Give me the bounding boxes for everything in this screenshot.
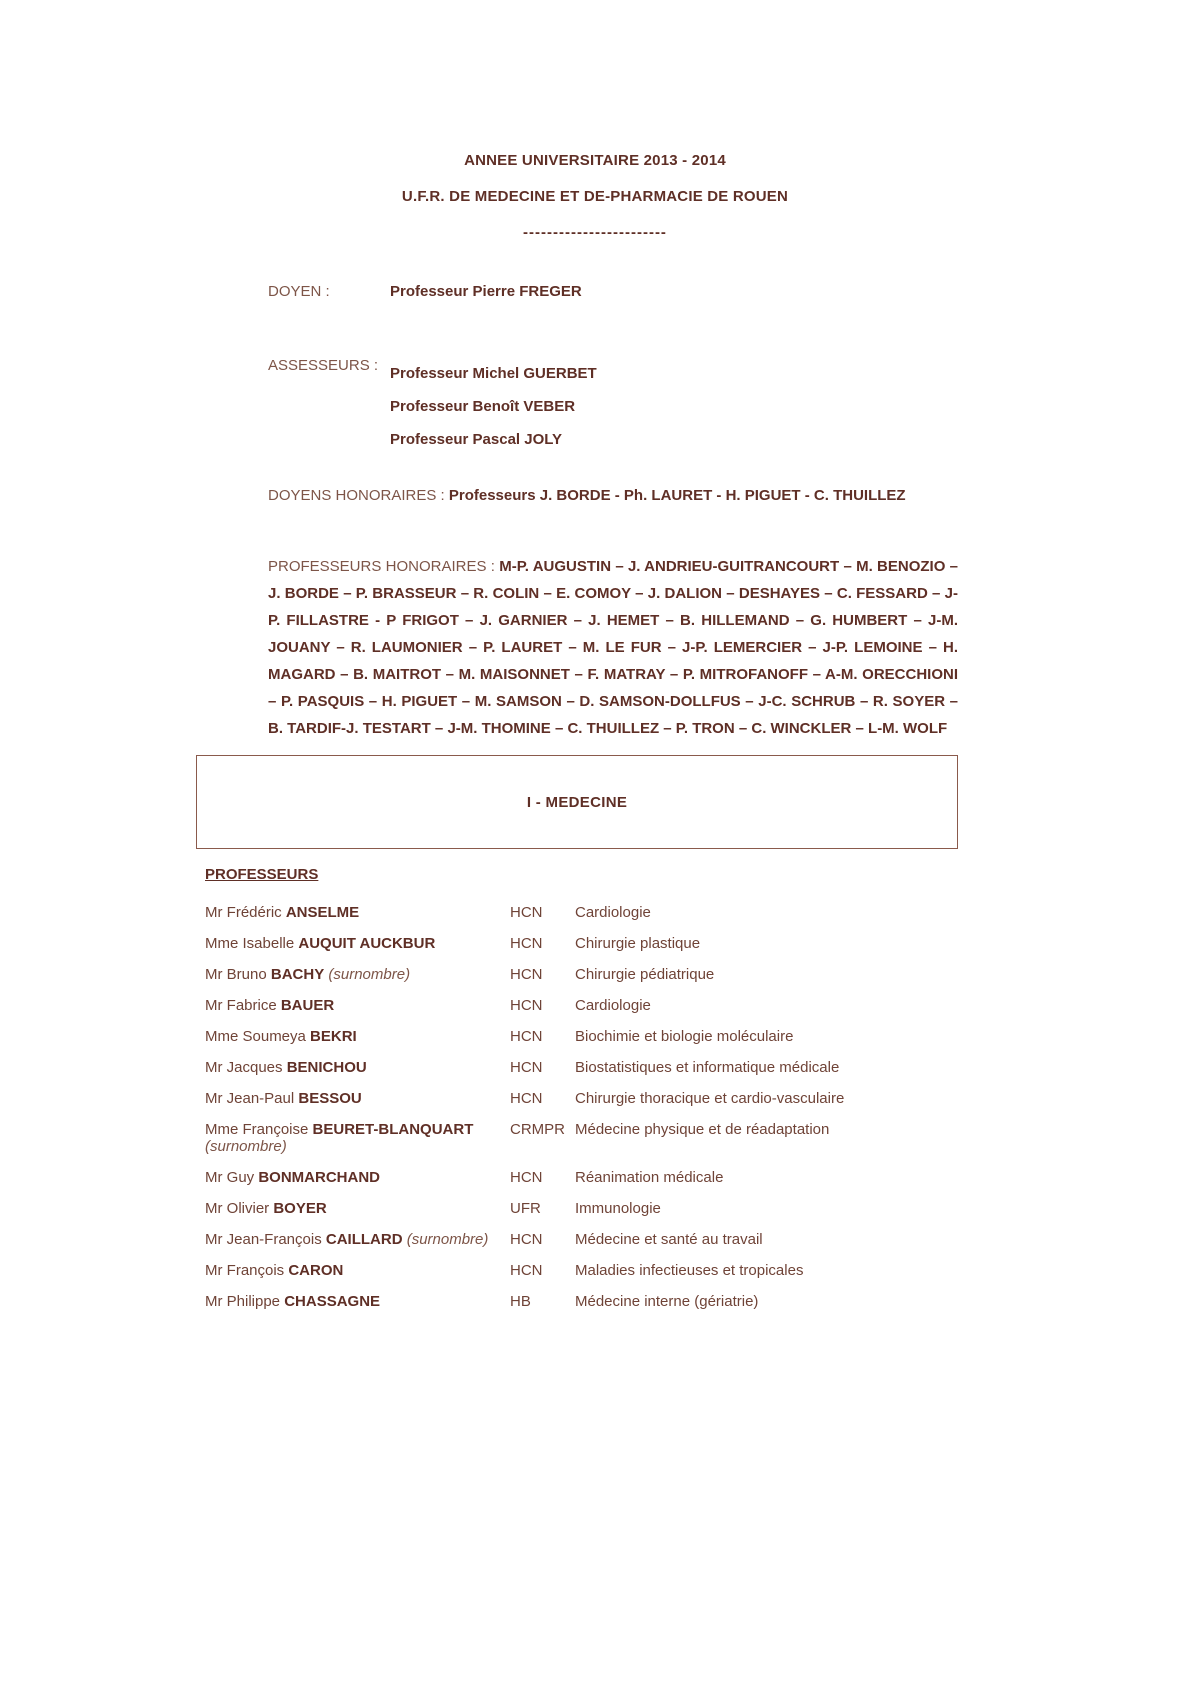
professor-surname: CARON [288,1262,344,1279]
assesseurs-label: ASSESSEURS : [268,357,379,374]
divider-dashes: ------------------------ [523,224,667,241]
discipline-cell: Cardiologie [575,997,651,1014]
professor-surname: CAILLARD [325,1231,403,1248]
discipline-cell: Chirurgie pédiatrique [575,966,715,983]
doyen-value: Professeur Pierre FREGER [390,283,582,300]
professor-name-cell [205,1059,510,1076]
table-row [205,959,995,990]
professor-name-cell [205,1169,510,1186]
assesseur-3: Professeur Pascal JOLY [390,431,563,448]
professor-name-suffix: (surnombre) [324,966,411,983]
doyens-honoraires-row [268,486,968,506]
doyen-row [268,283,968,300]
hospital-code-cell: HCN [510,904,543,921]
hospital-code-cell: HCN [510,1090,543,1107]
professeurs-honoraires-paragraph [268,553,958,742]
professor-name-suffix: (surnombre) [402,1231,489,1248]
professor-surname: ANSELME [285,904,360,921]
discipline-cell: Médecine et santé au travail [575,1231,763,1248]
doyens-honoraires-label: DOYENS HONORAIRES : [268,487,445,504]
table-row [205,1193,995,1224]
professor-name-suffix: (surnombre) [205,1138,287,1155]
professor-name-prefix: Mr Guy [205,1169,259,1186]
professeurs-honoraires-value: M-P. AUGUSTIN – J. ANDRIEU-GUITRANCOURT – M. BENOZIO – J. BORDE – P. BRASSEUR – R. COLIN – E. COMOY – J. DALION – DESHAYES – C. FESSARD – J-P. FILLASTRE - P FRIGOT – J. GARNIER – J. HEMET – B. HILLEMAND – G. HUMBERT – J-M. JOUANY – R. LAUMONIER – P. LAURET – M. LE FUR – J-P. LEMERCIER – J-P. LEMOINE – H. MAGARD – B. MAITROT – M. MAISONNET – F. MATRAY – P. MITROFANOFF – A-M. ORECCHIONI – P. PASQUIS – H. PIGUET – M. SAMSON – D. SAMSON-DOLLFUS – J-C. SCHRUB – R. SOYER – B. TARDIF-J. TESTART – J-M. THOMINE – C. THUILLEZ – P. TRON – C. WINCKLER – L-M. WOLF [268,558,958,737]
hospital-code-cell: UFR [510,1200,541,1217]
table-row [205,1255,995,1286]
title-block [0,152,1190,241]
table-row [205,1286,995,1317]
hospital-code-cell: HCN [510,1059,543,1076]
hospital-code-cell: HCN [510,966,543,983]
hospital-code-cell: HCN [510,1169,543,1186]
professor-surname: BONMARCHAND [258,1169,380,1186]
professor-name-cell [205,1293,510,1310]
table-row [205,1114,995,1162]
professor-name-prefix: Mr Bruno [205,966,271,983]
assesseur-1: Professeur Michel GUERBET [390,365,597,382]
hospital-code-cell: CRMPR [510,1121,565,1138]
discipline-cell: Maladies infectieuses et tropicales [575,1262,804,1279]
professor-name-prefix: Mr Fabrice [205,997,281,1014]
professor-surname: BEURET-BLANQUART [312,1121,474,1138]
discipline-cell: Biochimie et biologie moléculaire [575,1028,794,1045]
professeurs-heading: PROFESSEURS [205,866,319,883]
table-row [205,990,995,1021]
hospital-code-cell: HCN [510,1231,543,1248]
professor-surname: BACHY [270,966,325,983]
assesseurs-row [268,357,968,456]
professor-name-cell [205,997,510,1014]
professor-name-cell [205,966,510,983]
discipline-cell: Médecine physique et de réadaptation [575,1121,830,1138]
professor-name-cell [205,1200,510,1217]
doyen-label: DOYEN : [268,283,330,300]
professeurs-table [205,897,995,1317]
discipline-cell: Réanimation médicale [575,1169,724,1186]
professor-surname: BAUER [280,997,335,1014]
professor-name-cell [205,1121,510,1155]
professor-name-prefix: Mme Soumeya [205,1028,311,1045]
professor-name-prefix: Mr Frédéric [205,904,286,921]
professor-name-cell [205,935,510,952]
assesseur-2: Professeur Benoît VEBER [390,398,576,415]
professor-name-prefix: Mr Jean-Paul [205,1090,299,1107]
section-box-medecine [196,755,958,849]
section-title: I - MEDECINE [526,793,628,811]
professor-surname: BESSOU [298,1090,362,1107]
table-row [205,1162,995,1193]
professor-name-prefix: Mr Jean-François [205,1231,326,1248]
professor-name-cell [205,904,510,921]
table-row [205,928,995,959]
assesseurs-values [390,357,968,456]
discipline-cell: Chirurgie thoracique et cardio-vasculaire [575,1090,845,1107]
table-row [205,1021,995,1052]
professor-name-cell [205,1090,510,1107]
professor-surname: BEKRI [310,1028,357,1045]
discipline-cell: Cardiologie [575,904,651,921]
professor-surname: BENICHOU [286,1059,367,1076]
discipline-cell: Biostatistiques et informatique médicale [575,1059,840,1076]
professor-name-prefix: Mme Françoise [205,1121,313,1138]
hospital-code-cell: HCN [510,935,543,952]
doyens-honoraires-value: Professeurs J. BORDE - Ph. LAURET - H. PIGUET - C. THUILLEZ [448,487,906,504]
document-subtitle: U.F.R. DE MEDECINE ET DE-PHARMACIE DE ROUEN [401,188,789,205]
professor-name-cell [205,1262,510,1279]
discipline-cell: Médecine interne (gériatrie) [575,1293,759,1310]
professor-name-cell [205,1028,510,1045]
table-row [205,897,995,928]
professor-name-prefix: Mr François [205,1262,289,1279]
discipline-cell: Immunologie [575,1200,661,1217]
professor-name-prefix: Mme Isabelle [205,935,299,952]
professor-name-prefix: Mr Olivier [205,1200,274,1217]
professor-surname: CHASSAGNE [284,1293,381,1310]
table-row [205,1083,995,1114]
professor-name-prefix: Mr Philippe [205,1293,285,1310]
professeurs-honoraires-label: PROFESSEURS HONORAIRES : [268,558,500,575]
document-title: ANNEE UNIVERSITAIRE 2013 - 2014 [464,152,726,169]
professor-name-cell [205,1231,510,1248]
table-row [205,1224,995,1255]
professor-surname: BOYER [273,1200,327,1217]
hospital-code-cell: HCN [510,1028,543,1045]
professor-surname: AUQUIT AUCKBUR [298,935,436,952]
table-row [205,1052,995,1083]
discipline-cell: Chirurgie plastique [575,935,701,952]
professor-name-prefix: Mr Jacques [205,1059,287,1076]
hospital-code-cell: HCN [510,1262,543,1279]
hospital-code-cell: HB [510,1293,531,1310]
hospital-code-cell: HCN [510,997,543,1014]
